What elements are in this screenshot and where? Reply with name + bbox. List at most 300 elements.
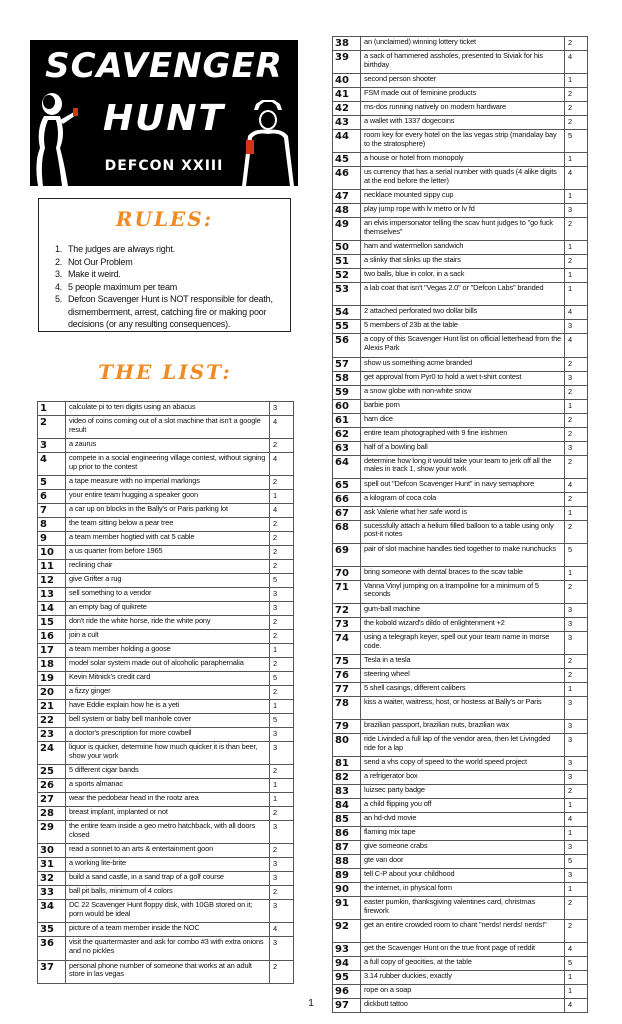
list-item-number: 63: [333, 441, 361, 455]
list-item-description: a house or hotel from monopoly: [361, 153, 565, 167]
list-item-description: half of a bowling ball: [361, 441, 565, 455]
list-item-description: personal phone number of someone that works at an adult store in las vegas: [66, 960, 270, 983]
list-item-number: 71: [333, 580, 361, 603]
list-row: [38, 560, 294, 574]
list-row: [38, 588, 294, 602]
list-item-description: the team sitting below a pear tree: [66, 518, 270, 532]
list-item-points: 4: [565, 999, 588, 1013]
list-item-points: 5: [565, 543, 588, 566]
list-item-number: 3: [38, 439, 66, 453]
list-item-description: get an entire crowded room to chant "nerds! nerds! nerds!": [361, 920, 565, 943]
list-row: [333, 51, 588, 74]
list-row: [38, 490, 294, 504]
list-item-description: the entire team inside a geo metro hatchback, with all doors closed: [66, 821, 270, 844]
list-item-number: 67: [333, 506, 361, 520]
list-item-description: sucessfully attach a helium filled balloon to a table using only post-it notes: [361, 520, 565, 543]
list-item-number: 89: [333, 869, 361, 883]
list-item-description: brazilian passport, brazilian nuts, brazilian wax: [361, 720, 565, 734]
list-item-description: a zaurus: [66, 439, 270, 453]
list-row: [38, 574, 294, 588]
banner-title-line1: SCAVENGER: [45, 46, 283, 86]
list-item-description: necklace mounted sippy cup: [361, 190, 565, 204]
list-item-number: 55: [333, 320, 361, 334]
list-item-points: 1: [270, 793, 294, 807]
list-item-number: 32: [38, 872, 66, 886]
list-item-number: 21: [38, 700, 66, 714]
list-item-description: an empty bag of quikrete: [66, 602, 270, 616]
list-row: [333, 957, 588, 971]
list-item-description: a wallet with 1337 dogecoins: [361, 116, 565, 130]
list-item-points: 2: [565, 102, 588, 116]
list-item-description: a full copy of geocities, at the table: [361, 957, 565, 971]
list-row: [333, 883, 588, 897]
list-item-description: a child flipping you off: [361, 799, 565, 813]
list-row: [333, 478, 588, 492]
list-item-description: wear the pedobear head in the rootz area: [66, 793, 270, 807]
list-item-points: 2: [565, 88, 588, 102]
list-item-description: ham and watermellon sandwich: [361, 241, 565, 255]
list-item-description: sell something to a vendor: [66, 588, 270, 602]
list-row: [333, 441, 588, 455]
list-row: [38, 844, 294, 858]
list-item-number: 56: [333, 334, 361, 357]
list-item-points: 5: [270, 672, 294, 686]
list-row: [333, 334, 588, 357]
list-item-points: 1: [270, 490, 294, 504]
list-item-points: 4: [270, 453, 294, 476]
list-row: [333, 399, 588, 413]
list-row: [38, 504, 294, 518]
list-row: [333, 734, 588, 757]
list-item-points: 4: [270, 416, 294, 439]
list-item-points: 1: [565, 190, 588, 204]
list-row: [333, 799, 588, 813]
list-row: [333, 785, 588, 799]
list-item-points: 1: [565, 985, 588, 999]
list-item-points: 2: [270, 765, 294, 779]
list-item-number: 7: [38, 504, 66, 518]
list-item-points: 2: [565, 455, 588, 478]
list-item-number: 20: [38, 686, 66, 700]
list-item-description: calculate pi to ten digits using an abacus: [66, 402, 270, 416]
list-item-points: 3: [565, 631, 588, 654]
list-item-description: a kilogram of coca cola: [361, 492, 565, 506]
list-row: [333, 617, 588, 631]
list-item-description: a fizzy ginger: [66, 686, 270, 700]
list-item-points: 2: [270, 546, 294, 560]
list-item-points: 3: [565, 841, 588, 855]
list-item-points: 4: [565, 306, 588, 320]
list-row: [333, 841, 588, 855]
list-item-description: an elvis impersonator telling the scav hunt judges to "go fuck themselves": [361, 218, 565, 241]
list-item-points: 2: [270, 560, 294, 574]
list-item-number: 52: [333, 269, 361, 283]
list-item-number: 81: [333, 757, 361, 771]
list-item-points: 1: [565, 153, 588, 167]
list-item-number: 13: [38, 588, 66, 602]
list-item-description: don't ride the white horse, ride the white pony: [66, 616, 270, 630]
list-item-number: 15: [38, 616, 66, 630]
list-item-description: Tesla in a tesla: [361, 655, 565, 669]
list-item-number: 75: [333, 655, 361, 669]
list-row: [333, 269, 588, 283]
list-item-points: 2: [565, 116, 588, 130]
list-item-points: 3: [270, 858, 294, 872]
list-item-points: 1: [270, 779, 294, 793]
list-row: [38, 700, 294, 714]
list-item-points: 3: [565, 320, 588, 334]
list-item-number: 31: [38, 858, 66, 872]
list-item-number: 45: [333, 153, 361, 167]
list-row: [38, 686, 294, 700]
list-item-points: 3: [270, 872, 294, 886]
list-item-number: 88: [333, 855, 361, 869]
list-row: [333, 413, 588, 427]
list-item-description: a lab coat that isn't "Vegas 2.0" or "Defcon Labs" branded: [361, 283, 565, 306]
list-item-number: 44: [333, 130, 361, 153]
list-row: [333, 255, 588, 269]
list-item-description: Vanna Vinyl jumping on a trampoline for a minimum of 5 seconds: [361, 580, 565, 603]
list-item-points: 4: [565, 51, 588, 74]
list-item-description: 5 members of 23b at the table: [361, 320, 565, 334]
list-row: [333, 757, 588, 771]
list-item-points: 1: [565, 566, 588, 580]
list-item-description: room key for every hotel on the las vegas strip (mandalay bay to the stratosphere): [361, 130, 565, 153]
list-row: [38, 630, 294, 644]
list-item-description: a refrigerator box: [361, 771, 565, 785]
list-item-description: Kevin Mitnick's credit card: [66, 672, 270, 686]
list-item-number: 8: [38, 518, 66, 532]
list-row: [333, 697, 588, 720]
list-row: [38, 858, 294, 872]
list-row: [38, 672, 294, 686]
list-item-description: a sports almanac: [66, 779, 270, 793]
rule-item: [55, 293, 290, 331]
list-item-points: 5: [565, 855, 588, 869]
list-row: [333, 283, 588, 306]
rule-text: 5 people maximum per team: [68, 281, 178, 292]
list-row: [333, 669, 588, 683]
list-item-description: using a telegraph keyer, spell out your team name in morse code.: [361, 631, 565, 654]
list-item-points: 3: [270, 602, 294, 616]
list-item-description: visit the quartermaster and ask for combo #3 with extra onions and no pickles: [66, 937, 270, 960]
list-row: [333, 167, 588, 190]
list-row: [38, 658, 294, 672]
list-item-description: show us something acme branded: [361, 357, 565, 371]
list-row: [333, 130, 588, 153]
list-item-number: 80: [333, 734, 361, 757]
list-item-number: 77: [333, 683, 361, 697]
list-item-points: 1: [565, 883, 588, 897]
list-row: [333, 385, 588, 399]
list-row: [333, 771, 588, 785]
list-item-points: 3: [270, 937, 294, 960]
list-item-points: 4: [270, 504, 294, 518]
list-item-points: 1: [565, 683, 588, 697]
list-item-points: 2: [270, 844, 294, 858]
list-item-description: a working lite-brite: [66, 858, 270, 872]
list-row: [333, 543, 588, 566]
list-item-number: 50: [333, 241, 361, 255]
list-item-number: 35: [38, 923, 66, 937]
list-item-number: 68: [333, 520, 361, 543]
list-row: [333, 492, 588, 506]
list-row: [333, 827, 588, 841]
list-item-description: an (unclaimed) winning lottery ticket: [361, 37, 565, 51]
title-banner: [30, 40, 298, 186]
list-item-points: 3: [565, 204, 588, 218]
list-item-number: 22: [38, 714, 66, 728]
list-row: [333, 371, 588, 385]
list-item-points: 5: [565, 957, 588, 971]
list-row: [38, 793, 294, 807]
list-item-number: 79: [333, 720, 361, 734]
list-item-number: 29: [38, 821, 66, 844]
list-item-number: 28: [38, 807, 66, 821]
list-item-description: get approval from Pyr0 to hold a wet t-shirt contest: [361, 371, 565, 385]
list-item-description: luizsec party badge: [361, 785, 565, 799]
list-row: [38, 518, 294, 532]
list-item-number: 72: [333, 603, 361, 617]
list-row: [333, 869, 588, 883]
list-item-number: 23: [38, 728, 66, 742]
list-item-description: an hd-dvd movie: [361, 813, 565, 827]
list-row: [333, 683, 588, 697]
list-item-number: 34: [38, 900, 66, 923]
list-row: [333, 190, 588, 204]
list-item-points: 1: [565, 74, 588, 88]
list-item-points: 1: [565, 827, 588, 841]
rule-item: [55, 256, 290, 269]
list-item-description: liquor is quicker, determine how much quicker it is than beer, show your work: [66, 742, 270, 765]
list-item-number: 18: [38, 658, 66, 672]
list-item-description: have Eddie explain how he is a yeti: [66, 700, 270, 714]
list-item-points: 1: [270, 644, 294, 658]
list-item-number: 36: [38, 937, 66, 960]
rule-number: 1.: [55, 244, 63, 254]
rule-number: 4.: [55, 281, 63, 292]
list-item-points: 4: [565, 478, 588, 492]
list-item-number: 11: [38, 560, 66, 574]
list-item-points: 2: [565, 427, 588, 441]
list-item-description: kiss a waiter, waitress, host, or hostess at Bally's or Paris: [361, 697, 565, 720]
list-row: [333, 985, 588, 999]
list-item-points: 3: [565, 720, 588, 734]
list-item-description: barbie porn: [361, 399, 565, 413]
scavenger-list-right: [332, 36, 588, 1013]
rules-list: [55, 243, 290, 331]
list-item-points: 2: [270, 960, 294, 983]
list-item-points: 1: [565, 799, 588, 813]
list-row: [38, 546, 294, 560]
list-item-number: 17: [38, 644, 66, 658]
list-item-number: 6: [38, 490, 66, 504]
list-row: [333, 427, 588, 441]
list-item-description: a tape measure with no imperial markings: [66, 476, 270, 490]
list-item-description: ms-dos running natively on modern hardware: [361, 102, 565, 116]
list-row: [38, 439, 294, 453]
list-row: [333, 655, 588, 669]
man-silhouette-icon: [236, 96, 298, 186]
list-item-points: 2: [270, 439, 294, 453]
list-item-number: 26: [38, 779, 66, 793]
rule-text: Make it weird.: [68, 269, 121, 279]
list-row: [333, 74, 588, 88]
list-item-description: flaming mix tape: [361, 827, 565, 841]
list-item-points: 2: [270, 630, 294, 644]
rule-number: 3.: [55, 269, 63, 279]
scavenger-list-left: [37, 401, 294, 984]
list-item-number: 78: [333, 697, 361, 720]
list-item-description: FSM made out of feminine products: [361, 88, 565, 102]
list-item-description: a sack of hammered assholes, presented to Siviak for his birthday: [361, 51, 565, 74]
list-item-number: 59: [333, 385, 361, 399]
rules-box: [38, 198, 291, 332]
list-item-description: ball pit balls, minimum of 4 colors: [66, 886, 270, 900]
list-item-points: 2: [565, 357, 588, 371]
list-item-points: 2: [270, 616, 294, 630]
list-row: [38, 416, 294, 439]
list-item-number: 25: [38, 765, 66, 779]
list-row: [333, 580, 588, 603]
list-item-number: 1: [38, 402, 66, 416]
list-item-number: 39: [333, 51, 361, 74]
list-item-description: reclining chair: [66, 560, 270, 574]
rule-item: [55, 243, 290, 256]
list-item-number: 19: [38, 672, 66, 686]
list-item-description: a slinky that slinks up the stairs: [361, 255, 565, 269]
list-item-number: 74: [333, 631, 361, 654]
list-item-points: 3: [565, 869, 588, 883]
list-item-points: 3: [565, 603, 588, 617]
list-row: [333, 116, 588, 130]
list-row: [333, 603, 588, 617]
list-item-number: 40: [333, 74, 361, 88]
list-item-points: 4: [565, 334, 588, 357]
list-row: [38, 476, 294, 490]
list-item-number: 27: [38, 793, 66, 807]
rules-heading: RULES:: [115, 207, 214, 231]
list-item-description: spell out "Defcon Scavenger Hunt" in navy semaphore: [361, 478, 565, 492]
list-item-points: 4: [565, 813, 588, 827]
list-item-description: a doctor's prescription for more cowbell: [66, 728, 270, 742]
list-row: [333, 357, 588, 371]
list-item-points: 3: [270, 728, 294, 742]
list-item-points: 2: [270, 658, 294, 672]
list-item-description: tell C-P about your childhood: [361, 869, 565, 883]
list-item-number: 76: [333, 669, 361, 683]
list-item-points: 1: [565, 241, 588, 255]
list-item-description: us currency that has a serial number with quads (4 alike digits at the end before the letter): [361, 167, 565, 190]
list-item-points: 2: [565, 897, 588, 920]
list-item-number: 70: [333, 566, 361, 580]
list-row: [38, 779, 294, 793]
list-item-description: gte van door: [361, 855, 565, 869]
list-item-description: ride Livinded a full lap of the vendor area, then let Livingded ride for a lap: [361, 734, 565, 757]
list-item-points: 2: [565, 385, 588, 399]
list-row: [38, 602, 294, 616]
list-item-points: 2: [270, 807, 294, 821]
list-item-number: 5: [38, 476, 66, 490]
list-item-points: 1: [565, 269, 588, 283]
list-item-number: 42: [333, 102, 361, 116]
list-row: [333, 153, 588, 167]
list-item-description: entire team photographed with 9 fine irishmen: [361, 427, 565, 441]
list-item-points: 3: [565, 771, 588, 785]
list-item-points: 2: [270, 518, 294, 532]
list-row: [38, 644, 294, 658]
list-row: [38, 923, 294, 937]
list-row: [333, 241, 588, 255]
list-row: [333, 897, 588, 920]
list-item-description: bell system or baby bell manhole cover: [66, 714, 270, 728]
list-item-number: 54: [333, 306, 361, 320]
list-item-description: steering wheel: [361, 669, 565, 683]
list-row: [38, 807, 294, 821]
list-row: [333, 320, 588, 334]
list-item-number: 47: [333, 190, 361, 204]
list-row: [38, 728, 294, 742]
list-item-description: join a cult: [66, 630, 270, 644]
list-item-number: 60: [333, 399, 361, 413]
list-item-number: 90: [333, 883, 361, 897]
list-item-description: second person shooter: [361, 74, 565, 88]
woman-silhouette-icon: [30, 90, 100, 186]
list-item-points: 3: [565, 441, 588, 455]
list-item-description: DC 22 Scavenger Hunt floppy disk, with 10GB stored on it; porn would be ideal: [66, 900, 270, 923]
list-item-number: 94: [333, 957, 361, 971]
banner-subtitle: DEFCON XXIII: [104, 158, 224, 174]
list-item-number: 82: [333, 771, 361, 785]
list-row: [333, 218, 588, 241]
list-item-description: 5 shell casings, different calibers: [361, 683, 565, 697]
list-item-number: 95: [333, 971, 361, 985]
list-item-number: 16: [38, 630, 66, 644]
list-item-points: 3: [565, 371, 588, 385]
list-row: [38, 714, 294, 728]
list-item-number: 12: [38, 574, 66, 588]
list-item-points: 2: [565, 255, 588, 269]
list-item-points: 2: [565, 669, 588, 683]
list-item-description: model solar system made out of alcoholic paraphernalia: [66, 658, 270, 672]
list-item-number: 14: [38, 602, 66, 616]
list-item-points: 3: [565, 734, 588, 757]
list-item-points: 3: [270, 402, 294, 416]
list-item-number: 38: [333, 37, 361, 51]
list-item-description: dickbutt tattoo: [361, 999, 565, 1013]
list-item-points: 4: [565, 167, 588, 190]
list-row: [38, 960, 294, 983]
list-item-number: 33: [38, 886, 66, 900]
list-row: [333, 455, 588, 478]
list-item-number: 96: [333, 985, 361, 999]
list-item-description: breast implant, implanted or not: [66, 807, 270, 821]
list-item-points: 2: [565, 580, 588, 603]
list-item-points: 2: [565, 785, 588, 799]
list-item-description: pair of slot machine handles tied together to make nunchucks: [361, 543, 565, 566]
list-item-number: 66: [333, 492, 361, 506]
list-item-number: 85: [333, 813, 361, 827]
list-item-number: 64: [333, 455, 361, 478]
list-item-description: your entire team hugging a speaker goon: [66, 490, 270, 504]
list-item-number: 92: [333, 920, 361, 943]
list-row: [38, 402, 294, 416]
list-item-number: 83: [333, 785, 361, 799]
list-item-number: 87: [333, 841, 361, 855]
list-item-points: 2: [565, 37, 588, 51]
list-item-number: 37: [38, 960, 66, 983]
list-item-points: 3: [270, 742, 294, 765]
